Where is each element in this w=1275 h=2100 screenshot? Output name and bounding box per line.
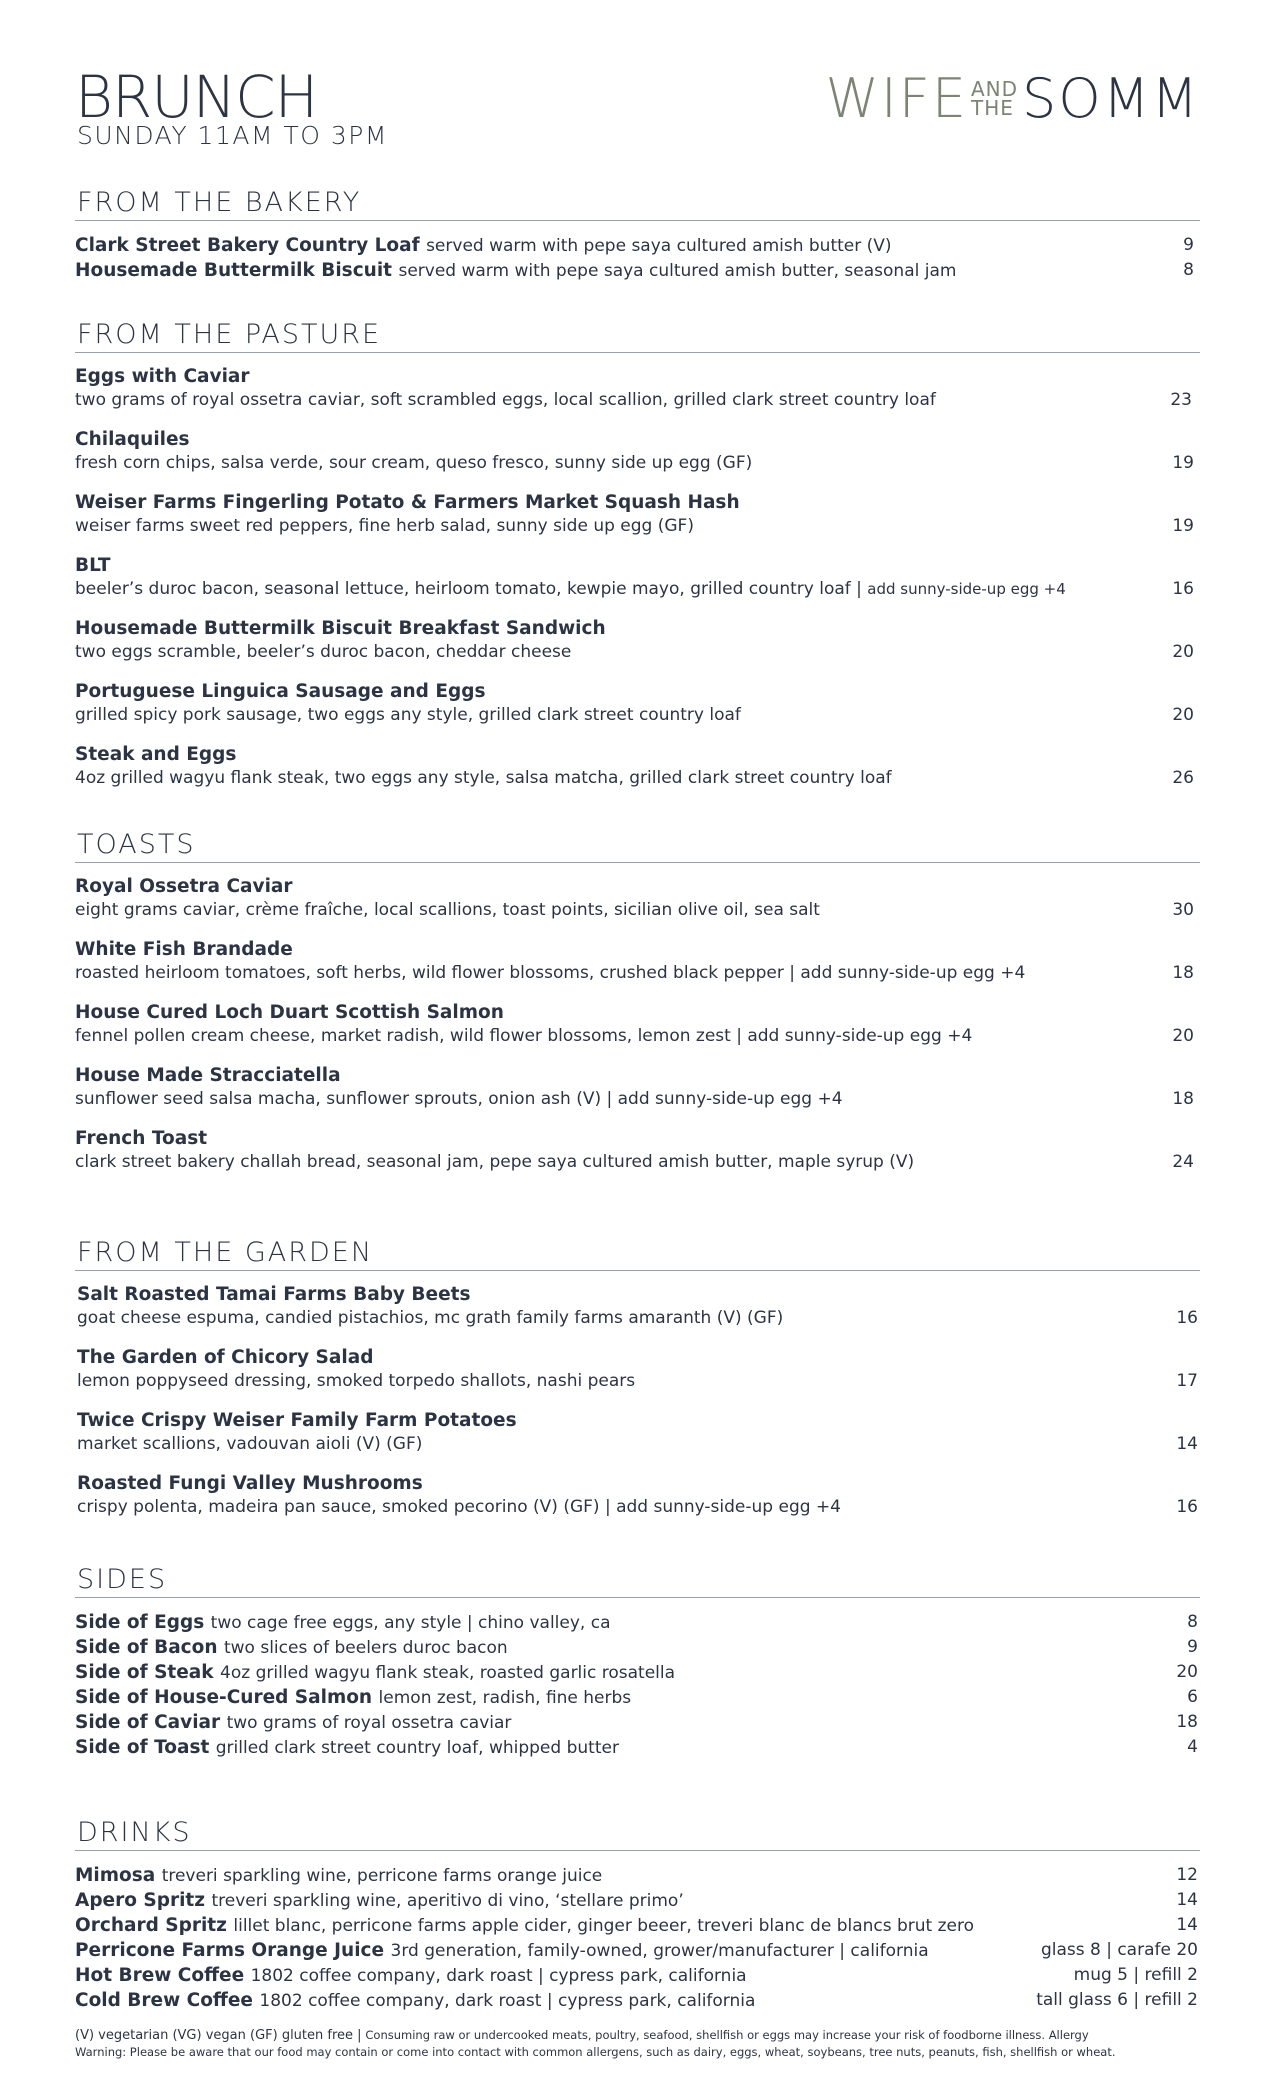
item-price: 20 (1172, 1026, 1194, 1046)
item-price: 18 (1172, 1089, 1194, 1109)
menu-item (75, 491, 1200, 554)
section-sides (75, 1565, 1200, 1760)
menu-item (75, 1472, 1200, 1535)
item-description: sunflower seed salsa macha, sunflower sprouts, onion ash (V) | add sunny-side-up egg +4 (75, 1089, 843, 1109)
menu-title: BRUNCH (75, 63, 318, 131)
item-price: 9 (1187, 1637, 1198, 1657)
item-description: 1802 coffee company, dark roast | cypress park, california (250, 1966, 747, 1986)
item-description: treveri sparkling wine, aperitivo di vino, ‘stellare primo’ (211, 1891, 684, 1911)
item-price: 9 (1183, 235, 1194, 255)
item-name: Steak and Eggs (75, 744, 237, 765)
menu-item (75, 1127, 1200, 1190)
menu-item (75, 233, 1200, 258)
item-name: Hot Brew Coffee (75, 1965, 251, 1986)
item-price: 16 (1176, 1308, 1198, 1328)
menu-item (75, 743, 1200, 806)
item-name: The Garden of Chicory Salad (77, 1347, 374, 1368)
item-description: beeler’s duroc bacon, seasonal lettuce, heirloom tomato, kewpie mayo, grilled country loaf | (75, 579, 868, 599)
menu-item (75, 365, 1200, 428)
menu-item (75, 1064, 1200, 1127)
logo-and: AND (970, 77, 1019, 101)
item-price: 19 (1172, 453, 1194, 473)
menu-item (75, 1409, 1200, 1472)
section-title: FROM THE GARDEN (77, 1237, 374, 1268)
menu-header (75, 60, 1200, 160)
item-description: 4oz grilled wagyu flank steak, two eggs any style, salsa matcha, grilled clark street country loaf (75, 768, 892, 788)
menu-footer (75, 2027, 1200, 2061)
section-title: DRINKS (77, 1817, 192, 1848)
item-name: Salt Roasted Tamai Farms Baby Beets (77, 1284, 471, 1305)
item-name: White Fish Brandade (75, 939, 293, 960)
menu-item (75, 875, 1200, 938)
item-name: Side of Steak (75, 1662, 221, 1683)
item-price: 20 (1176, 1662, 1198, 1682)
foodborne-illness-notice: Consuming raw or undercooked meats, poultry, seafood, shellfish or eggs may increase your risk of foodborne illness. Allergy (365, 2028, 1089, 2042)
item-description: lemon poppyseed dressing, smoked torpedo shallots, nashi pears (77, 1371, 636, 1391)
item-price: 12 (1176, 1865, 1198, 1885)
item-price: 14 (1176, 1890, 1198, 1910)
menu-item (75, 1888, 1200, 1913)
item-description: 1802 coffee company, dark roast | cypress park, california (259, 1991, 756, 2011)
item-name: Housemade Buttermilk Biscuit (75, 260, 399, 281)
item-price: 8 (1183, 260, 1194, 280)
item-name: Side of Eggs (75, 1612, 211, 1633)
item-addon-note: add sunny-side-up egg +4 (867, 580, 1066, 598)
wife-and-the-somm-logo (825, 67, 1200, 130)
item-description: crispy polenta, madeira pan sauce, smoked pecorino (V) (GF) | add sunny-side-up egg +4 (77, 1497, 841, 1517)
logo-somm: SOMM (1022, 67, 1200, 130)
menu-page (75, 0, 1200, 2100)
item-description: fresh corn chips, salsa verde, sour cream, queso fresco, sunny side up egg (GF) (75, 453, 753, 473)
menu-item (75, 1863, 1200, 1888)
item-description: grilled spicy pork sausage, two eggs any style, grilled clark street country loaf (75, 705, 741, 725)
item-price: 8 (1187, 1612, 1198, 1632)
item-description: eight grams caviar, crème fraîche, local scallions, toast points, sicilian olive oil, sea salt (75, 900, 820, 920)
item-name: Mimosa (75, 1865, 162, 1886)
item-name: Orchard Spritz (75, 1915, 234, 1936)
item-name: Royal Ossetra Caviar (75, 876, 293, 897)
item-name: Weiser Farms Fingerling Potato & Farmers Market Squash Hash (75, 492, 740, 513)
section-title: SIDES (77, 1564, 168, 1595)
menu-item (75, 1710, 1200, 1735)
item-description: clark street bakery challah bread, seasonal jam, pepe saya cultured amish butter, maple syrup (V) (75, 1152, 915, 1172)
section-title: FROM THE PASTURE (77, 319, 382, 350)
item-price: 18 (1176, 1712, 1198, 1732)
menu-item (75, 428, 1200, 491)
section-divider (75, 220, 1200, 221)
section-divider (75, 862, 1200, 863)
item-description: lillet blanc, perricone farms apple cider, ginger beeer, treveri blanc de blancs brut zero (233, 1916, 975, 1936)
item-name: Clark Street Bakery Country Loaf (75, 235, 427, 256)
item-description: 3rd generation, family-owned, grower/manufacturer | california (390, 1941, 929, 1961)
item-description: two slices of beelers duroc bacon (223, 1638, 508, 1658)
section-drinks (75, 1818, 1200, 2013)
item-name: Twice Crispy Weiser Family Farm Potatoes (77, 1410, 517, 1431)
menu-item (75, 1283, 1200, 1346)
item-price: 20 (1172, 642, 1194, 662)
item-name: Housemade Buttermilk Biscuit Breakfast Sandwich (75, 618, 606, 639)
item-description: goat cheese espuma, candied pistachios, mc grath family farms amaranth (V) (GF) (77, 1308, 784, 1328)
item-price: 14 (1176, 1915, 1198, 1935)
item-description: roasted heirloom tomatoes, soft herbs, wild flower blossoms, crushed black pepper | add sunny-side-up egg +4 (75, 963, 1026, 983)
item-description: 4oz grilled wagyu flank steak, roasted garlic rosatella (220, 1663, 676, 1683)
item-price: 16 (1172, 579, 1194, 599)
menu-item (75, 1735, 1200, 1760)
item-name: Cold Brew Coffee (75, 1990, 260, 2011)
item-description: treveri sparkling wine, perricone farms orange juice (161, 1866, 603, 1886)
item-name: House Cured Loch Duart Scottish Salmon (75, 1002, 504, 1023)
item-name: Roasted Fungi Valley Mushrooms (77, 1473, 423, 1494)
section-title: FROM THE BAKERY (77, 187, 362, 218)
item-name: Side of Bacon (75, 1637, 224, 1658)
item-description: weiser farms sweet red peppers, fine herb salad, sunny side up egg (GF) (75, 516, 694, 536)
menu-item (75, 617, 1200, 680)
section-toasts (75, 830, 1200, 1190)
section-divider (75, 352, 1200, 353)
menu-item (75, 1346, 1200, 1409)
item-description: fennel pollen cream cheese, market radish, wild flower blossoms, lemon zest | add sunny-side-up egg +4 (75, 1026, 973, 1046)
item-price: tall glass 6 | refill 2 (1036, 1990, 1198, 2010)
item-price: 17 (1176, 1371, 1198, 1391)
section-divider (75, 1850, 1200, 1851)
menu-item (75, 1685, 1200, 1710)
item-description: served warm with pepe saya cultured amish butter (V) (426, 236, 892, 256)
item-description: two cage free eggs, any style | chino valley, ca (210, 1613, 611, 1633)
menu-item (75, 1938, 1200, 1963)
item-price: mug 5 | refill 2 (1073, 1965, 1198, 1985)
item-price: 16 (1176, 1497, 1198, 1517)
item-price: 14 (1176, 1434, 1198, 1454)
section-pasture (75, 320, 1200, 806)
section-garden (75, 1238, 1200, 1535)
item-name: Perricone Farms Orange Juice (75, 1940, 391, 1961)
menu-item (75, 258, 1200, 283)
item-description: served warm with pepe saya cultured amish butter, seasonal jam (398, 261, 957, 281)
menu-item (75, 1660, 1200, 1685)
item-name: BLT (75, 555, 111, 576)
logo-the: THE (970, 96, 1014, 120)
item-description: two grams of royal ossetra caviar (226, 1713, 512, 1733)
menu-item (75, 1988, 1200, 2013)
menu-item (75, 1001, 1200, 1064)
allergy-warning: Warning: Please be aware that our food may contain or come into contact with common allergens, such as dairy, eggs, wheat, soybeans, tree nuts, peanuts, fish, shellfish or wheat. (75, 2045, 1116, 2059)
item-price: glass 8 | carafe 20 (1040, 1940, 1198, 1960)
item-description: grilled clark street country loaf, whipped butter (215, 1738, 619, 1758)
item-name: Side of Caviar (75, 1712, 227, 1733)
item-description: lemon zest, radish, fine herbs (378, 1688, 632, 1708)
menu-item (75, 1610, 1200, 1635)
logo-and-the (970, 77, 1019, 120)
dietary-legend: (V) vegetarian (VG) vegan (GF) gluten free | (75, 2028, 362, 2043)
item-name: Side of House-Cured Salmon (75, 1687, 379, 1708)
item-name: House Made Stracciatella (75, 1065, 341, 1086)
item-name: Portuguese Linguica Sausage and Eggs (75, 681, 486, 702)
item-name: Chilaquiles (75, 429, 190, 450)
menu-item (75, 938, 1200, 1001)
section-divider (75, 1597, 1200, 1598)
item-name: Side of Toast (75, 1737, 216, 1758)
section-title: TOASTS (77, 829, 196, 860)
item-name: French Toast (75, 1128, 208, 1149)
menu-item (75, 680, 1200, 743)
item-price: 24 (1172, 1152, 1194, 1172)
menu-hours: SUNDAY 11AM TO 3PM (77, 121, 388, 150)
logo-wife: WIFE (825, 67, 968, 130)
item-description: two grams of royal ossetra caviar, soft scrambled eggs, local scallion, grilled clark street country loaf (75, 390, 936, 410)
item-price: 6 (1187, 1687, 1198, 1707)
item-description: market scallions, vadouvan aioli (V) (GF) (77, 1434, 423, 1454)
section-bakery (75, 188, 1200, 283)
item-price: 26 (1172, 768, 1194, 788)
menu-item (75, 1913, 1200, 1938)
item-price: 23 (1170, 390, 1192, 410)
item-description: two eggs scramble, beeler’s duroc bacon, cheddar cheese (75, 642, 572, 662)
menu-item (75, 1963, 1200, 1988)
item-name: Eggs with Caviar (75, 366, 250, 387)
item-name: Apero Spritz (75, 1890, 212, 1911)
menu-item (75, 1635, 1200, 1660)
section-divider (75, 1270, 1200, 1271)
item-price: 19 (1172, 516, 1194, 536)
item-price: 30 (1172, 900, 1194, 920)
item-price: 4 (1187, 1737, 1198, 1757)
menu-item (75, 554, 1200, 617)
item-price: 18 (1172, 963, 1194, 983)
item-price: 20 (1172, 705, 1194, 725)
